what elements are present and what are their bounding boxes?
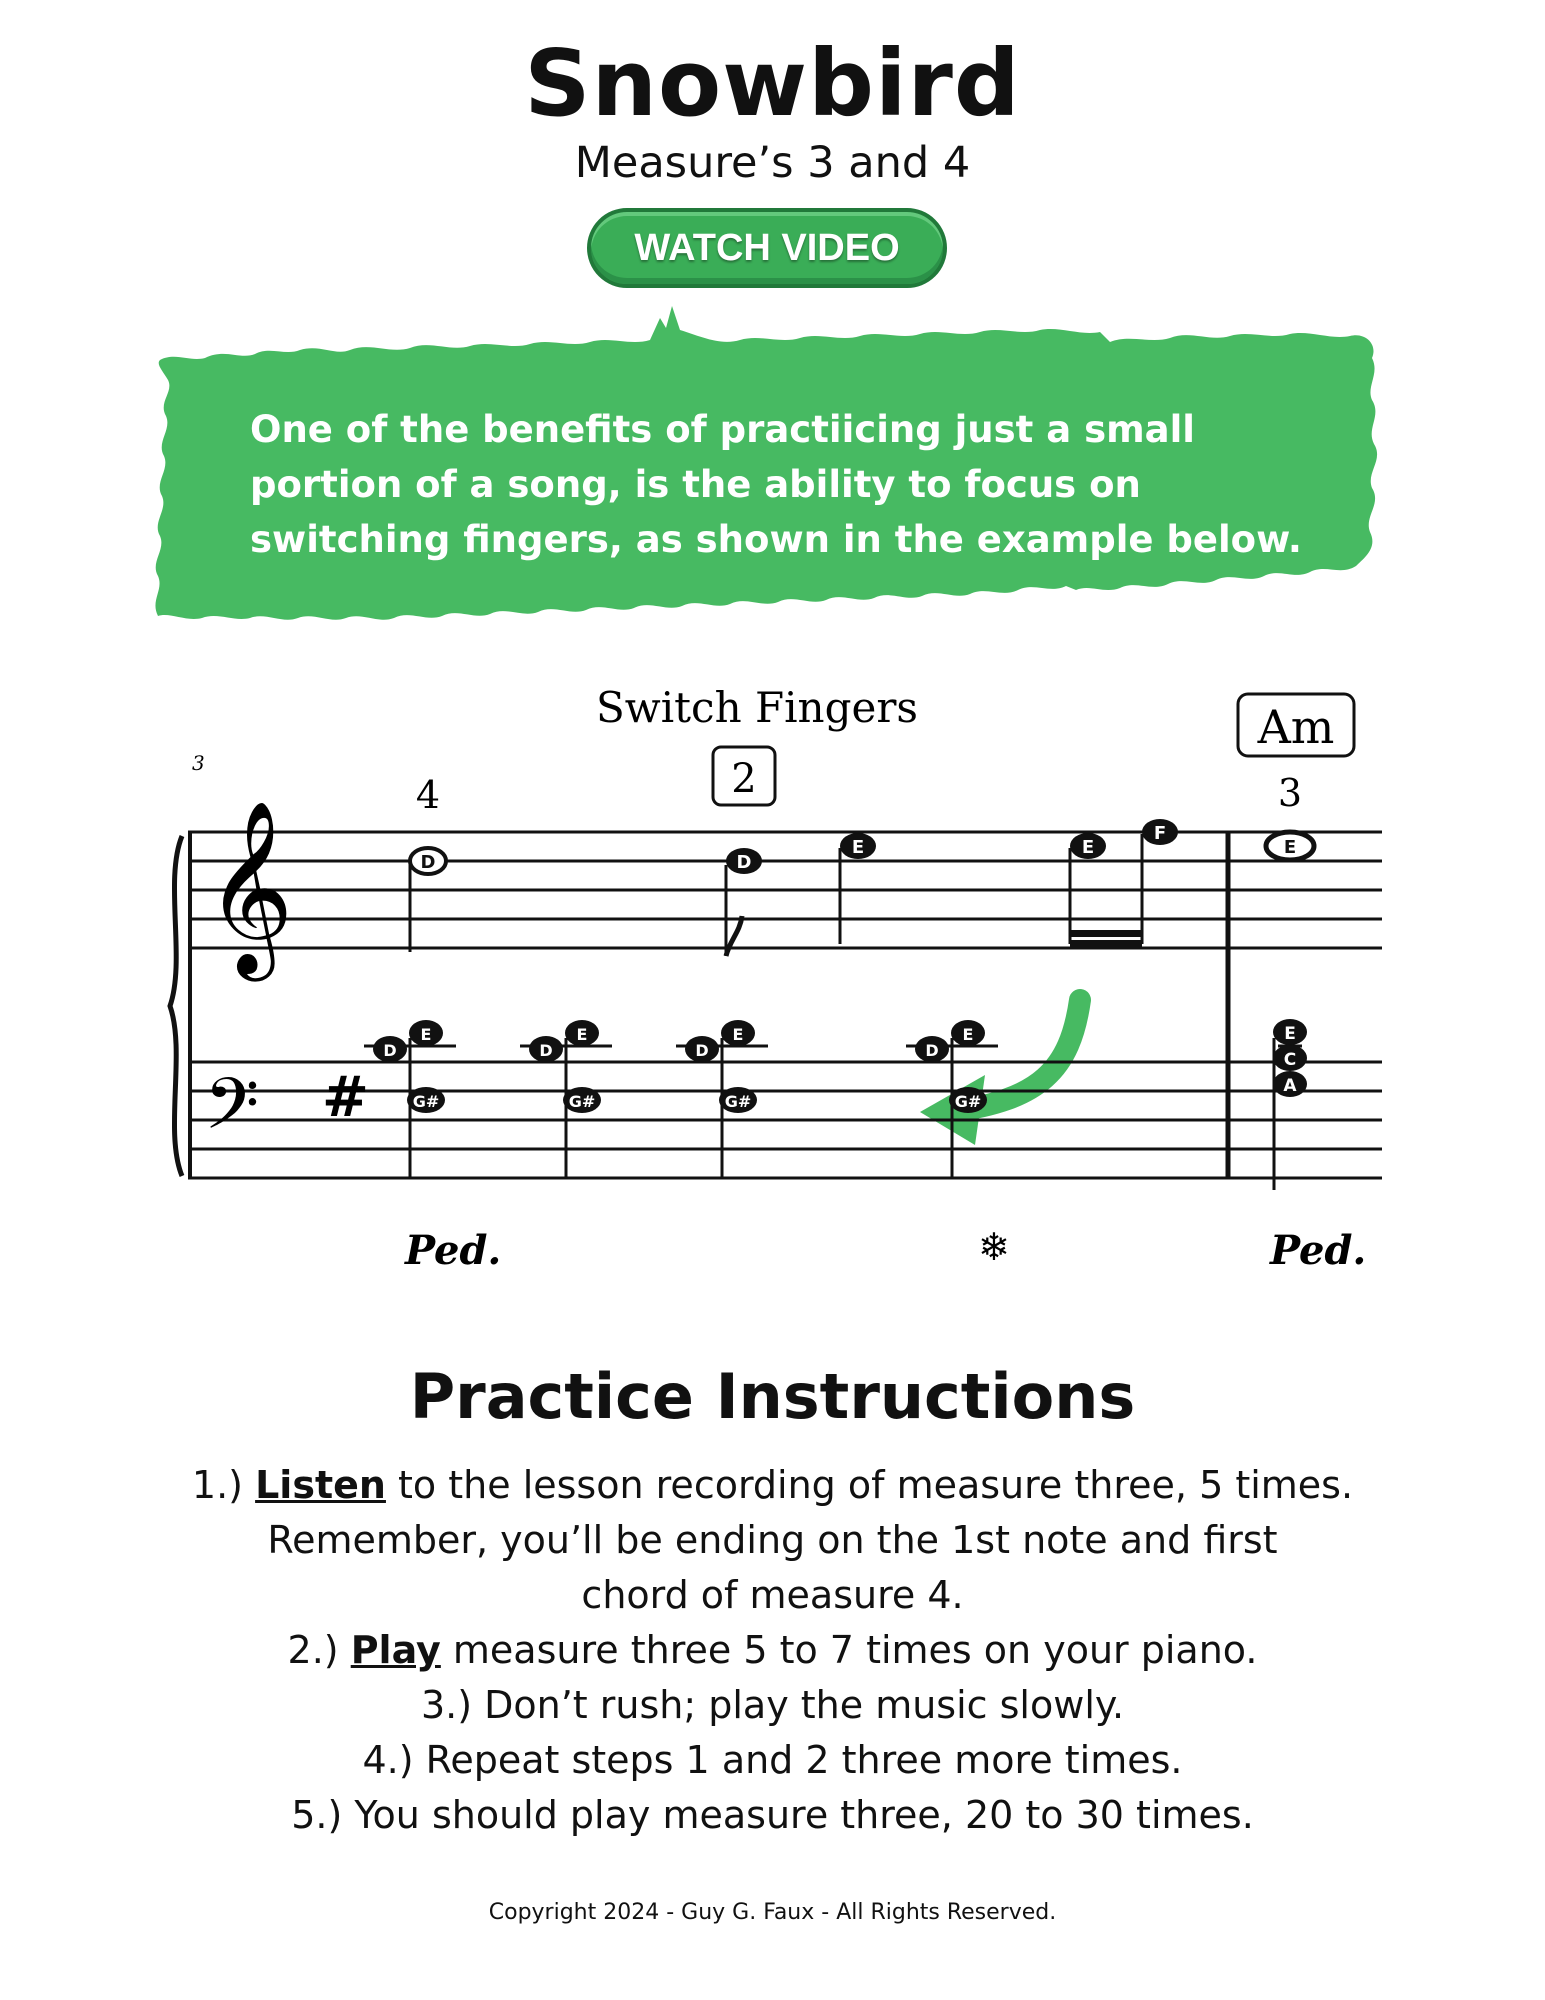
bass-note-label: D [695,1041,709,1060]
step-4: 4.) Repeat steps 1 and 2 three more times. [362,1738,1183,1782]
svg-text:F: F [1153,823,1167,844]
pedal-release-icon: ❄ [978,1225,1010,1269]
svg-text:D: D [420,852,436,873]
step-3: 3.) Don’t rush; play the music slowly. [420,1683,1125,1727]
step-5: 5.) You should play measure three, 20 to 30 times. [291,1793,1254,1837]
finger-number-3: 3 [1277,771,1303,815]
bass-note-label: E [420,1025,432,1044]
play-keyword: Play [350,1628,441,1672]
bass-chord-1 [364,1020,456,1178]
step-1-line-2: Remember, you’ll be ending on the 1st note and first [267,1518,1278,1562]
pedal-mark-1: Ped. [405,1227,502,1274]
key-signature-sharp: # [322,1065,369,1130]
bass-final-chord [1273,1019,1307,1190]
measure-number: 3 [192,751,205,775]
page-title: Snowbird [524,30,1021,137]
treble-note-2 [726,848,762,956]
page-subtitle: Measure’s 3 and 4 [574,138,971,188]
bass-note-label: E [962,1025,974,1044]
pedal-mark-2: Ped. [1270,1227,1367,1274]
svg-text:E: E [1283,837,1297,858]
step-1-line-3: chord of measure 4. [581,1573,964,1617]
step-1: 1.) Listen to the lesson recording of measure three, 5 times. [191,1463,1354,1507]
bass-note-label: G# [568,1092,596,1111]
treble-note-4 [1070,819,1178,947]
practice-title: Practice Instructions [409,1360,1136,1433]
bass-chord-2 [520,1020,612,1178]
bass-note-label: E [732,1025,744,1044]
bass-note-label: D [383,1041,397,1060]
step-2: 2.) Play measure three 5 to 7 times on your piano. [287,1628,1258,1672]
bass-note-label: G# [954,1092,982,1111]
bass-chord-3 [676,1020,768,1178]
svg-text:A: A [1283,1076,1297,1096]
bass-clef-icon: 𝄢 [204,1063,260,1163]
bass-chord-4 [906,1020,998,1178]
bass-note-label: G# [724,1092,752,1111]
svg-text:E: E [851,837,865,858]
bass-note-label: D [925,1041,939,1060]
treble-note-1 [410,848,446,952]
svg-text:D: D [736,852,752,873]
svg-text:C: C [1283,1050,1297,1070]
practice-instructions [0,1458,1545,1843]
bass-note-label: D [539,1041,553,1060]
callout-text: One of the benefits of practiicing just a small portion of a song, is the ability to focus on switching fingers, as shown in the example below. [250,408,1302,561]
listen-keyword: Listen [255,1463,386,1507]
treble-note-whole [1266,832,1314,860]
sheet-music [0,680,1545,1300]
finger-number-4: 4 [415,773,441,817]
bass-note-label: G# [412,1092,440,1111]
chord-symbol: Am [1257,700,1335,754]
bass-note-label: E [576,1025,588,1044]
copyright: Copyright 2024 - Guy G. Faux - All Rights Reserved. [488,1900,1057,1925]
treble-clef-icon: 𝄞 [205,800,294,974]
finger-number-2: 2 [731,756,757,802]
svg-text:E: E [1284,1024,1296,1044]
switch-fingers-annotation: Switch Fingers [596,683,918,732]
watch-video-button[interactable]: WATCH VIDEO [587,208,947,288]
svg-text:E: E [1081,837,1095,858]
brace [170,836,182,1176]
